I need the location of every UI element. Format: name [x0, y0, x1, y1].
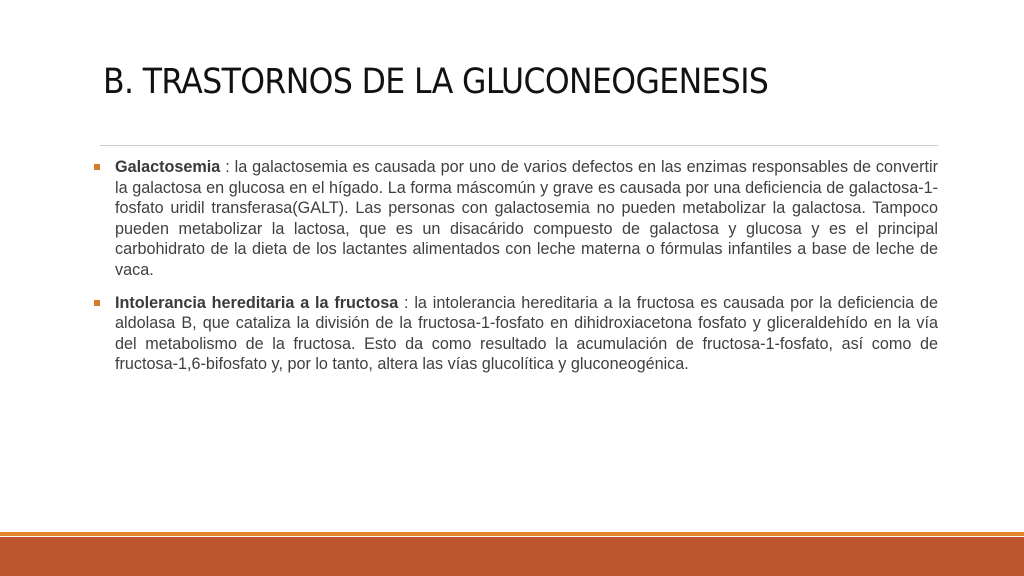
square-bullet-icon [94, 164, 100, 170]
bullet-text: : la galactosemia es causada por uno de varios defectos en las enzimas responsables de convertir la galactosa en glucosa en el hígado. La forma máscomún y grave es causada por una deficiencia de galactosa-1-fosfato uridil transferasa(GALT). Las personas con galactosemia no pueden metabolizar la galactosa. Tampoco pueden metabolizar la lactosa, que es un disacárido compuesto de galactosa y glucosa y es el principal carbohidrato de la dieta de los lactantes alimentados con leche materna o fórmulas infantiles a base de leche de vaca. [115, 158, 938, 279]
bullet-term: Intolerancia hereditaria a la fructosa [115, 293, 399, 312]
bullet-item-galactosemia [93, 157, 938, 281]
bullet-item-fructose-intolerance [93, 293, 938, 375]
bullet-text: : la intolerancia hereditaria a la fructosa es causada por la deficiencia de aldolasa B, que cataliza la división de la fructosa-1-fosfato en dihidroxiacetona fosfato y gliceraldehído en la vía del metabolismo de la fructosa. Esto da como resultado la acumulación de fructosa-1-fosfato, así como de fructosa-1,6-bifosfato y, por lo tanto, altera las vías glucolítica y gluconeogénica. [115, 293, 938, 374]
bullet-term: Galactosemia [115, 158, 221, 176]
footer-band [0, 537, 1024, 576]
title-divider [100, 145, 938, 146]
square-bullet-icon [94, 300, 100, 306]
slide-title: B. TRASTORNOS DE LA GLUCONEOGENESIS [103, 62, 769, 102]
footer-accent-line [0, 532, 1024, 536]
bullet-list [93, 157, 938, 387]
